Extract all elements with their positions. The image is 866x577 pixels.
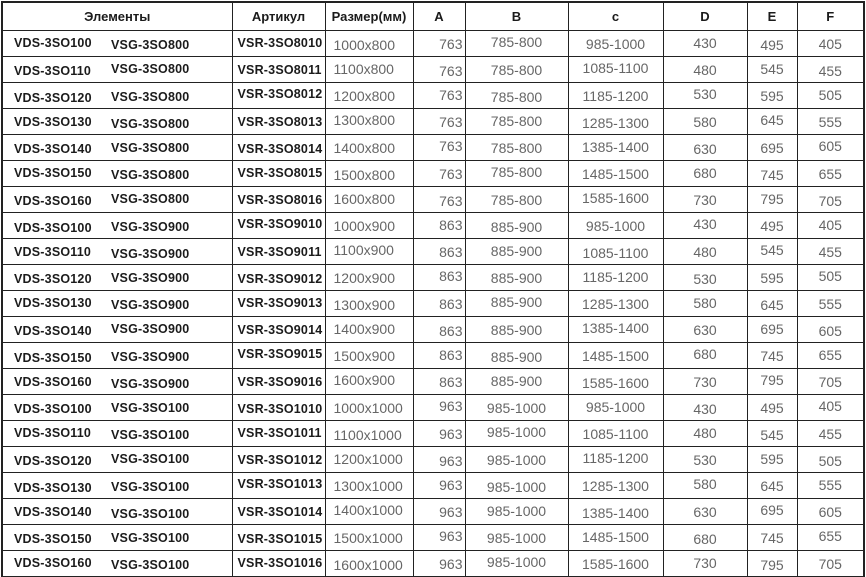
cell-size: 1000x1000 xyxy=(325,395,413,421)
cell-c: 1285-1300 xyxy=(568,473,663,499)
cell-c: 1285-1300 xyxy=(568,291,663,317)
element-code-vds: VDS-3SO130 xyxy=(14,481,92,496)
cell-article: VSR-3SO9014 xyxy=(232,317,325,343)
cell-e: 645 xyxy=(747,473,797,499)
cell-c: 1485-1500 xyxy=(568,161,663,187)
cell-b: 785-800 xyxy=(465,187,568,213)
element-code-vsg: VSG-3SO800 xyxy=(111,89,190,104)
cell-size: 1500x1000 xyxy=(325,525,413,551)
cell-b: 885-900 xyxy=(465,239,568,265)
element-code-vsg: VSG-3SO800 xyxy=(111,61,190,76)
cell-elements xyxy=(2,343,232,369)
cell-e: 745 xyxy=(747,161,797,187)
cell-elements xyxy=(2,369,232,395)
cell-article: VSR-3SO8016 xyxy=(232,187,325,213)
table-row xyxy=(2,291,864,317)
cell-b: 985-1000 xyxy=(465,473,568,499)
cell-c: 1185-1200 xyxy=(568,83,663,109)
table-row xyxy=(2,473,864,499)
cell-e: 595 xyxy=(747,265,797,291)
cell-size: 1600x800 xyxy=(325,187,413,213)
cell-f: 455 xyxy=(797,57,864,83)
cell-d: 580 xyxy=(663,473,747,499)
element-code-vds: VDS-3SO160 xyxy=(14,555,92,570)
cell-article: VSR-3SO9010 xyxy=(232,213,325,239)
cell-b: 785-800 xyxy=(465,83,568,109)
cell-a: 863 xyxy=(413,213,465,239)
cell-a: 763 xyxy=(413,83,465,109)
cell-size: 1100x900 xyxy=(325,239,413,265)
cell-c: 1385-1400 xyxy=(568,499,663,525)
cell-d: 580 xyxy=(663,109,747,135)
cell-size: 1200x800 xyxy=(325,83,413,109)
element-code-vds: VDS-3SO100 xyxy=(14,402,92,417)
cell-size: 1500x800 xyxy=(325,161,413,187)
cell-a: 963 xyxy=(413,525,465,551)
cell-b: 985-1000 xyxy=(465,525,568,551)
cell-elements xyxy=(2,31,232,57)
element-code-vsg: VSG-3SO800 xyxy=(111,117,190,132)
cell-size: 1300x900 xyxy=(325,291,413,317)
cell-e: 545 xyxy=(747,57,797,83)
cell-e: 595 xyxy=(747,83,797,109)
cell-f: 605 xyxy=(797,135,864,161)
element-code-vds: VDS-3SO110 xyxy=(14,244,92,259)
element-code-vsg: VSG-3SO100 xyxy=(111,451,190,466)
cell-d: 480 xyxy=(663,57,747,83)
cell-c: 1585-1600 xyxy=(568,187,663,213)
cell-article: VSR-3SO1013 xyxy=(232,473,325,499)
cell-elements xyxy=(2,109,232,135)
cell-c: 1185-1200 xyxy=(568,265,663,291)
cell-c: 1185-1200 xyxy=(568,447,663,473)
cell-article: VSR-3SO9011 xyxy=(232,239,325,265)
cell-d: 430 xyxy=(663,395,747,421)
cell-f: 405 xyxy=(797,31,864,57)
cell-f: 655 xyxy=(797,161,864,187)
cell-d: 430 xyxy=(663,31,747,57)
cell-c: 1285-1300 xyxy=(568,109,663,135)
table-row xyxy=(2,447,864,473)
table-row xyxy=(2,57,864,83)
table-row xyxy=(2,213,864,239)
cell-a: 763 xyxy=(413,109,465,135)
element-code-vsg: VSG-3SO800 xyxy=(111,38,190,53)
cell-f: 655 xyxy=(797,343,864,369)
cell-article: VSR-3SO1015 xyxy=(232,525,325,551)
element-code-vsg: VSG-3SO900 xyxy=(111,298,190,313)
table-row xyxy=(2,161,864,187)
element-code-vds: VDS-3SO110 xyxy=(14,425,92,440)
table-row xyxy=(2,265,864,291)
cell-article: VSR-3SO1016 xyxy=(232,551,325,577)
cell-f: 405 xyxy=(797,395,864,421)
element-code-vsg: VSG-3SO900 xyxy=(111,270,190,285)
table-row xyxy=(2,395,864,421)
element-code-vsg: VSG-3SO100 xyxy=(111,530,190,545)
cell-size: 1300x800 xyxy=(325,109,413,135)
cell-article: VSR-3SO1012 xyxy=(232,447,325,473)
cell-size: 1000x800 xyxy=(325,31,413,57)
cell-article: VSR-3SO1011 xyxy=(232,421,325,447)
table-row xyxy=(2,317,864,343)
cell-elements xyxy=(2,395,232,421)
cell-elements xyxy=(2,525,232,551)
cell-d: 730 xyxy=(663,187,747,213)
table-row xyxy=(2,369,864,395)
cell-size: 1500x900 xyxy=(325,343,413,369)
cell-d: 530 xyxy=(663,265,747,291)
cell-e: 545 xyxy=(747,421,797,447)
element-code-vds: VDS-3SO150 xyxy=(14,165,92,180)
cell-article: VSR-3SO8011 xyxy=(232,57,325,83)
cell-a: 763 xyxy=(413,161,465,187)
cell-f: 555 xyxy=(797,291,864,317)
cell-article: VSR-3SO9015 xyxy=(232,343,325,369)
cell-d: 680 xyxy=(663,161,747,187)
cell-a: 863 xyxy=(413,317,465,343)
cell-f: 605 xyxy=(797,317,864,343)
column-header-d: D xyxy=(663,2,747,31)
element-code-vds: VDS-3SO140 xyxy=(14,323,92,338)
element-code-vds: VDS-3SO120 xyxy=(14,453,92,468)
cell-d: 730 xyxy=(663,369,747,395)
cell-c: 1485-1500 xyxy=(568,343,663,369)
table-row xyxy=(2,109,864,135)
cell-d: 530 xyxy=(663,83,747,109)
cell-e: 695 xyxy=(747,499,797,525)
element-code-vsg: VSG-3SO100 xyxy=(111,428,190,443)
cell-f: 505 xyxy=(797,265,864,291)
cell-a: 763 xyxy=(413,31,465,57)
cell-c: 1385-1400 xyxy=(568,317,663,343)
cell-a: 963 xyxy=(413,473,465,499)
cell-size: 1200x900 xyxy=(325,265,413,291)
cell-e: 495 xyxy=(747,213,797,239)
cell-elements xyxy=(2,551,232,577)
cell-a: 863 xyxy=(413,265,465,291)
element-code-vds: VDS-3SO130 xyxy=(14,295,92,310)
table-row xyxy=(2,31,864,57)
table-row xyxy=(2,551,864,577)
column-header-f: F xyxy=(797,2,864,31)
cell-d: 480 xyxy=(663,421,747,447)
cell-e: 795 xyxy=(747,551,797,577)
header-row xyxy=(2,2,864,31)
cell-b: 885-900 xyxy=(465,369,568,395)
cell-article: VSR-3SO8010 xyxy=(232,31,325,57)
element-code-vds: VDS-3SO130 xyxy=(14,114,92,129)
column-header-a: A xyxy=(413,2,465,31)
cell-f: 605 xyxy=(797,499,864,525)
cell-d: 580 xyxy=(663,291,747,317)
cell-d: 630 xyxy=(663,135,747,161)
element-code-vds: VDS-3SO160 xyxy=(14,193,92,208)
cell-f: 655 xyxy=(797,525,864,551)
cell-elements xyxy=(2,83,232,109)
element-code-vsg: VSG-3SO800 xyxy=(111,168,190,183)
cell-d: 530 xyxy=(663,447,747,473)
table-row xyxy=(2,187,864,213)
element-code-vsg: VSG-3SO900 xyxy=(111,377,190,392)
cell-c: 1085-1100 xyxy=(568,57,663,83)
spec-table xyxy=(1,1,865,577)
cell-b: 785-800 xyxy=(465,109,568,135)
element-code-vsg: VSG-3SO900 xyxy=(111,321,190,336)
cell-e: 795 xyxy=(747,187,797,213)
column-header-size: Размер(мм) xyxy=(325,2,413,31)
cell-article: VSR-3SO8013 xyxy=(232,109,325,135)
cell-article: VSR-3SO9013 xyxy=(232,291,325,317)
element-code-vsg: VSG-3SO900 xyxy=(111,349,190,364)
element-code-vsg: VSG-3SO100 xyxy=(111,558,190,573)
cell-b: 885-900 xyxy=(465,343,568,369)
cell-article: VSR-3SO1010 xyxy=(232,395,325,421)
cell-article: VSR-3SO9016 xyxy=(232,369,325,395)
cell-a: 963 xyxy=(413,447,465,473)
cell-size: 1000x900 xyxy=(325,213,413,239)
cell-b: 885-900 xyxy=(465,317,568,343)
cell-f: 555 xyxy=(797,473,864,499)
column-header-b: B xyxy=(465,2,568,31)
cell-b: 785-800 xyxy=(465,57,568,83)
cell-e: 495 xyxy=(747,395,797,421)
element-code-vsg: VSG-3SO100 xyxy=(111,479,190,494)
table-row xyxy=(2,239,864,265)
column-header-article: Артикул xyxy=(232,2,325,31)
cell-f: 705 xyxy=(797,369,864,395)
cell-f: 455 xyxy=(797,239,864,265)
cell-f: 505 xyxy=(797,83,864,109)
cell-e: 495 xyxy=(747,31,797,57)
cell-elements xyxy=(2,135,232,161)
cell-article: VSR-3SO8015 xyxy=(232,161,325,187)
element-code-vds: VDS-3SO110 xyxy=(14,63,92,78)
cell-a: 763 xyxy=(413,135,465,161)
table-body xyxy=(2,31,864,577)
cell-b: 885-900 xyxy=(465,265,568,291)
cell-a: 963 xyxy=(413,395,465,421)
element-code-vsg: VSG-3SO900 xyxy=(111,219,190,234)
cell-elements xyxy=(2,187,232,213)
cell-a: 963 xyxy=(413,551,465,577)
cell-elements xyxy=(2,473,232,499)
element-code-vds: VDS-3SO150 xyxy=(14,351,92,366)
column-header-c: c xyxy=(568,2,663,31)
cell-size: 1600x1000 xyxy=(325,551,413,577)
cell-b: 985-1000 xyxy=(465,421,568,447)
table-row xyxy=(2,343,864,369)
table-row xyxy=(2,421,864,447)
cell-d: 680 xyxy=(663,343,747,369)
cell-article: VSR-3SO9012 xyxy=(232,265,325,291)
element-code-vds: VDS-3SO120 xyxy=(14,91,92,106)
cell-c: 985-1000 xyxy=(568,395,663,421)
cell-e: 745 xyxy=(747,525,797,551)
cell-size: 1300x1000 xyxy=(325,473,413,499)
cell-a: 863 xyxy=(413,291,465,317)
cell-d: 680 xyxy=(663,525,747,551)
element-code-vds: VDS-3SO150 xyxy=(14,532,92,547)
element-code-vds: VDS-3SO140 xyxy=(14,142,92,157)
cell-a: 863 xyxy=(413,343,465,369)
cell-e: 545 xyxy=(747,239,797,265)
column-header-elements: Элементы xyxy=(2,2,232,31)
cell-e: 795 xyxy=(747,369,797,395)
cell-b: 885-900 xyxy=(465,291,568,317)
element-code-vsg: VSG-3SO800 xyxy=(111,140,190,155)
cell-elements xyxy=(2,291,232,317)
cell-b: 785-800 xyxy=(465,31,568,57)
cell-size: 1600x900 xyxy=(325,369,413,395)
cell-size: 1400x900 xyxy=(325,317,413,343)
cell-c: 1085-1100 xyxy=(568,239,663,265)
cell-d: 730 xyxy=(663,551,747,577)
cell-elements xyxy=(2,161,232,187)
cell-f: 405 xyxy=(797,213,864,239)
element-code-vds: VDS-3SO160 xyxy=(14,374,92,389)
cell-d: 630 xyxy=(663,317,747,343)
cell-f: 705 xyxy=(797,187,864,213)
cell-elements xyxy=(2,239,232,265)
cell-b: 785-800 xyxy=(465,135,568,161)
element-code-vsg: VSG-3SO900 xyxy=(111,247,190,262)
cell-e: 595 xyxy=(747,447,797,473)
cell-c: 1385-1400 xyxy=(568,135,663,161)
cell-a: 763 xyxy=(413,57,465,83)
table-row xyxy=(2,499,864,525)
cell-f: 505 xyxy=(797,447,864,473)
element-code-vsg: VSG-3SO100 xyxy=(111,507,190,522)
cell-a: 963 xyxy=(413,499,465,525)
cell-b: 985-1000 xyxy=(465,551,568,577)
element-code-vsg: VSG-3SO100 xyxy=(111,400,190,415)
cell-a: 863 xyxy=(413,239,465,265)
cell-b: 985-1000 xyxy=(465,499,568,525)
element-code-vds: VDS-3SO100 xyxy=(14,35,92,50)
cell-a: 863 xyxy=(413,369,465,395)
cell-b: 885-900 xyxy=(465,213,568,239)
table-header xyxy=(2,2,864,31)
element-code-vds: VDS-3SO120 xyxy=(14,272,92,287)
cell-size: 1100x800 xyxy=(325,57,413,83)
cell-c: 985-1000 xyxy=(568,31,663,57)
table-row xyxy=(2,525,864,551)
cell-elements xyxy=(2,317,232,343)
cell-b: 985-1000 xyxy=(465,447,568,473)
element-code-vsg: VSG-3SO800 xyxy=(111,191,190,206)
cell-d: 630 xyxy=(663,499,747,525)
cell-article: VSR-3SO8014 xyxy=(232,135,325,161)
cell-size: 1200x1000 xyxy=(325,447,413,473)
cell-elements xyxy=(2,265,232,291)
cell-f: 555 xyxy=(797,109,864,135)
cell-f: 705 xyxy=(797,551,864,577)
table-row xyxy=(2,135,864,161)
cell-e: 695 xyxy=(747,135,797,161)
cell-article: VSR-3SO8012 xyxy=(232,83,325,109)
cell-e: 645 xyxy=(747,109,797,135)
cell-b: 785-800 xyxy=(465,161,568,187)
cell-c: 985-1000 xyxy=(568,213,663,239)
cell-d: 430 xyxy=(663,213,747,239)
cell-article: VSR-3SO1014 xyxy=(232,499,325,525)
cell-size: 1400x800 xyxy=(325,135,413,161)
cell-c: 1485-1500 xyxy=(568,525,663,551)
cell-c: 1585-1600 xyxy=(568,551,663,577)
cell-size: 1400x1000 xyxy=(325,499,413,525)
cell-b: 985-1000 xyxy=(465,395,568,421)
element-code-vds: VDS-3SO100 xyxy=(14,221,92,236)
cell-e: 645 xyxy=(747,291,797,317)
cell-e: 695 xyxy=(747,317,797,343)
cell-elements xyxy=(2,57,232,83)
cell-a: 963 xyxy=(413,421,465,447)
cell-size: 1100x1000 xyxy=(325,421,413,447)
cell-c: 1085-1100 xyxy=(568,421,663,447)
cell-e: 745 xyxy=(747,343,797,369)
cell-elements xyxy=(2,447,232,473)
column-header-e: E xyxy=(747,2,797,31)
cell-c: 1585-1600 xyxy=(568,369,663,395)
cell-d: 480 xyxy=(663,239,747,265)
table-row xyxy=(2,83,864,109)
cell-f: 455 xyxy=(797,421,864,447)
cell-elements xyxy=(2,213,232,239)
element-code-vds: VDS-3SO140 xyxy=(14,504,92,519)
cell-a: 763 xyxy=(413,187,465,213)
cell-elements xyxy=(2,499,232,525)
cell-elements xyxy=(2,421,232,447)
